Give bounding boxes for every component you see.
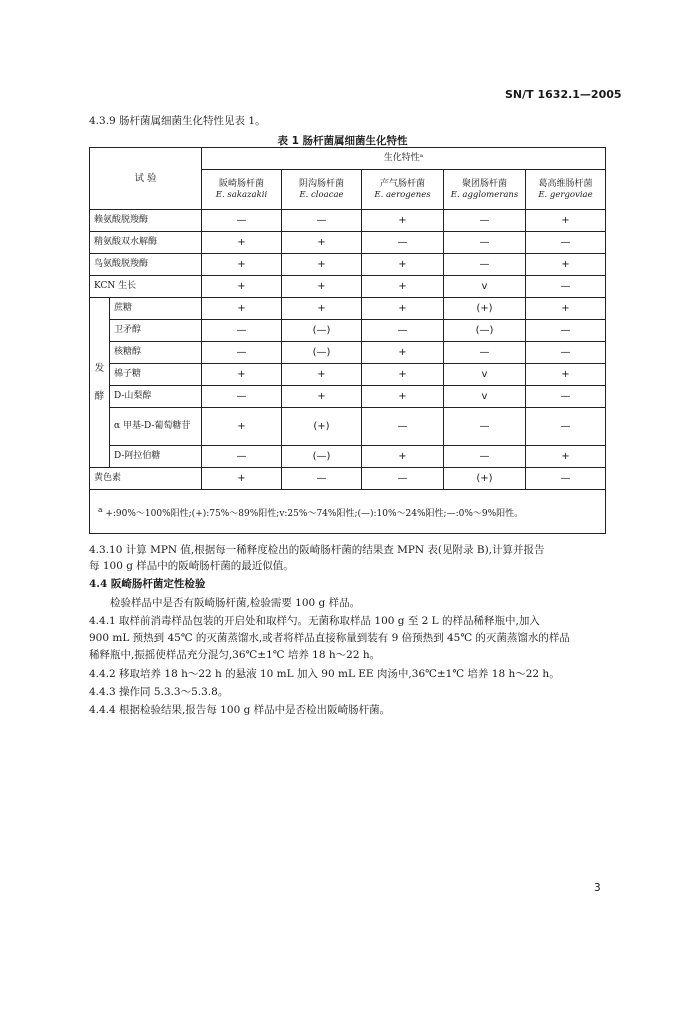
heading-4-4: 4.4 阪崎肠杆菌定性检验	[89, 578, 206, 590]
table-row	[90, 298, 606, 320]
para-4-4: 检验样品中是否有阪崎肠杆菌,检验需要 100 g 样品。	[110, 597, 361, 609]
table-cell-value: +	[282, 232, 362, 254]
table-cell-value: +	[362, 342, 444, 364]
table-cell-value: +	[526, 254, 606, 276]
species-latin: E. sakazakii	[215, 189, 268, 200]
footnote-mark: a	[98, 504, 103, 514]
test-header: 试 验	[90, 148, 202, 210]
table-cell-value: +	[362, 276, 444, 298]
table-cell-value: —	[444, 446, 526, 468]
table-cell-test: 核糖醇	[110, 342, 202, 364]
table-caption: 表 1 肠杆菌属细菌生化特性	[277, 135, 408, 147]
table-row	[90, 408, 606, 446]
table-cell-value: —	[526, 232, 606, 254]
table-cell-value: +	[202, 254, 282, 276]
table-cell-value: +	[362, 254, 444, 276]
table-row	[90, 210, 606, 232]
footnote-text: +:90%～100%阳性;(+):75%～89%阳性;v:25%～74%阳性;(—):10%～24%阳性;—:0%～9%阳性。	[102, 508, 524, 519]
table-cell-value: +	[526, 298, 606, 320]
table-cell-value: +	[202, 408, 282, 446]
table-cell-value: +	[202, 364, 282, 386]
table-cell-value: —	[526, 468, 606, 490]
table-cell-value: v	[444, 364, 526, 386]
table-cell-test: 蔗糖	[110, 298, 202, 320]
species-latin: E. cloacae	[299, 189, 344, 200]
table-cell-value: +	[362, 298, 444, 320]
para-4-4-4: 4.4.4 根据检验结果,报告每 100 g 样品中是否检出阪崎肠杆菌。	[89, 704, 391, 716]
para-4-4-1-line3: 稀释瓶中,振摇使样品充分混匀,36℃±1℃ 培养 18 h～22 h。	[89, 649, 381, 661]
table-cell-value: (+)	[444, 468, 526, 490]
ferment-group-label: 发 酵	[90, 298, 110, 468]
table-cell-value: +	[282, 298, 362, 320]
table-row	[90, 386, 606, 408]
table-cell-value: +	[362, 364, 444, 386]
species-cn: 阪崎肠杆菌	[218, 178, 264, 189]
table-cell-test: 精氨酸双水解酶	[90, 232, 202, 254]
para-4-4-1-line2: 900 mL 预热到 45℃ 的灭菌蒸馏水,或者将样品直接称量到装有 9 倍预热到 45℃ 的灭菌蒸馏水的样品	[89, 632, 570, 644]
table-cell-value: +	[202, 276, 282, 298]
para-4-3-10-line1: 4.3.10 计算 MPN 值,根据每一稀释度检出的阪崎肠杆菌的结果查 MPN 表(见附录 B),计算并报告	[89, 544, 545, 556]
table-cell-value: v	[444, 386, 526, 408]
table-row	[90, 276, 606, 298]
table-cell-value: —	[362, 232, 444, 254]
table-cell-value: +	[362, 446, 444, 468]
species-cn: 产气肠杆菌	[379, 178, 425, 189]
table-cell-value: (+)	[282, 408, 362, 446]
species-header-cell	[202, 170, 282, 210]
biochem-table	[89, 147, 606, 534]
para-4-4-1-line1: 4.4.1 取样前消毒样品包装的开启处和取样勺。无菌称取样品 100 g 至 2 L 的样品稀释瓶中,加入	[89, 615, 540, 627]
species-cn: 聚团肠杆菌	[461, 178, 507, 189]
table-cell-test: 赖氨酸脱羧酶	[90, 210, 202, 232]
table-cell-value: —	[526, 386, 606, 408]
table-row	[90, 254, 606, 276]
table-cell-value: (+)	[444, 298, 526, 320]
table-cell-value: (—)	[282, 446, 362, 468]
table-cell-test: D-山梨醇	[110, 386, 202, 408]
species-cn: 阴沟肠杆菌	[298, 178, 344, 189]
table-cell-value: —	[282, 468, 362, 490]
table-cell-value: +	[282, 254, 362, 276]
table-cell-value: —	[444, 342, 526, 364]
table-cell-value: —	[444, 210, 526, 232]
table-row	[90, 446, 606, 468]
table-cell-test: 鸟氨酸脱羧酶	[90, 254, 202, 276]
table-cell-value: (—)	[282, 320, 362, 342]
table-cell-value: —	[202, 386, 282, 408]
table-cell-test: 卫矛醇	[110, 320, 202, 342]
page-number: 3	[594, 882, 601, 894]
table-row	[90, 320, 606, 342]
table-cell-value: —	[282, 210, 362, 232]
table-cell-value: +	[202, 232, 282, 254]
table-row	[90, 232, 606, 254]
species-header-cell	[526, 170, 606, 210]
species-header-cell	[282, 170, 362, 210]
table-cell-test: α 甲基-D-葡萄糖苷	[110, 408, 202, 446]
table-cell-value: —	[202, 320, 282, 342]
table-cell-value: v	[444, 276, 526, 298]
table-cell-value: —	[526, 320, 606, 342]
table-cell-value: +	[526, 446, 606, 468]
table-cell-value: +	[202, 298, 282, 320]
table-cell-value: +	[202, 468, 282, 490]
table-cell-value: —	[362, 468, 444, 490]
para-4-4-3: 4.4.3 操作同 5.3.3～5.3.8。	[89, 686, 229, 698]
para-4-3-10-line2: 每 100 g 样品中的阪崎肠杆菌的最近似值。	[89, 560, 294, 572]
species-header-cell	[362, 170, 444, 210]
table-footnote	[90, 490, 606, 534]
table-cell-value: —	[202, 210, 282, 232]
table-cell-value: —	[444, 232, 526, 254]
table-cell-value: —	[526, 408, 606, 446]
table-cell-value: —	[362, 408, 444, 446]
table-cell-value: (—)	[282, 342, 362, 364]
group-header: 生化特性ᵃ	[202, 148, 606, 170]
table-cell-value: +	[362, 210, 444, 232]
table-footnote-row	[90, 490, 606, 534]
table-cell-value: —	[362, 320, 444, 342]
section-4-3-9: 4.3.9 肠杆菌属细菌生化特性见表 1。	[89, 115, 266, 127]
table-cell-value: —	[444, 254, 526, 276]
table-cell-test: D-阿拉伯糖	[110, 446, 202, 468]
para-4-4-2: 4.4.2 移取培养 18 h～22 h 的悬液 10 mL 加入 90 mL EE 肉汤中,36℃±1℃ 培养 18 h～22 h。	[89, 668, 560, 680]
table-cell-value: (—)	[444, 320, 526, 342]
table-cell-value: +	[282, 276, 362, 298]
table-cell-test: KCN 生长	[90, 276, 202, 298]
species-latin: E. agglomerans	[450, 189, 519, 200]
species-cn: 葛高维肠杆菌	[538, 178, 593, 189]
table-cell-value: +	[282, 386, 362, 408]
table-body	[90, 148, 606, 534]
standard-code: SN/T 1632.1—2005	[505, 88, 622, 101]
table-cell-value: —	[202, 342, 282, 364]
table-cell-value: —	[444, 408, 526, 446]
table-cell-value: —	[202, 446, 282, 468]
table-cell-value: +	[526, 210, 606, 232]
table-cell-value: —	[526, 276, 606, 298]
table-cell-test: 黄色素	[90, 468, 202, 490]
table-row	[90, 364, 606, 386]
table-cell-value: +	[362, 386, 444, 408]
table-cell-test: 棉子糖	[110, 364, 202, 386]
table-row	[90, 468, 606, 490]
species-latin: E. aerogenes	[374, 189, 431, 200]
table-row	[90, 342, 606, 364]
table-cell-value: +	[526, 364, 606, 386]
species-latin: E. gergoviae	[538, 189, 593, 200]
table-cell-value: —	[526, 342, 606, 364]
species-header-cell	[444, 170, 526, 210]
table-cell-value: +	[282, 364, 362, 386]
